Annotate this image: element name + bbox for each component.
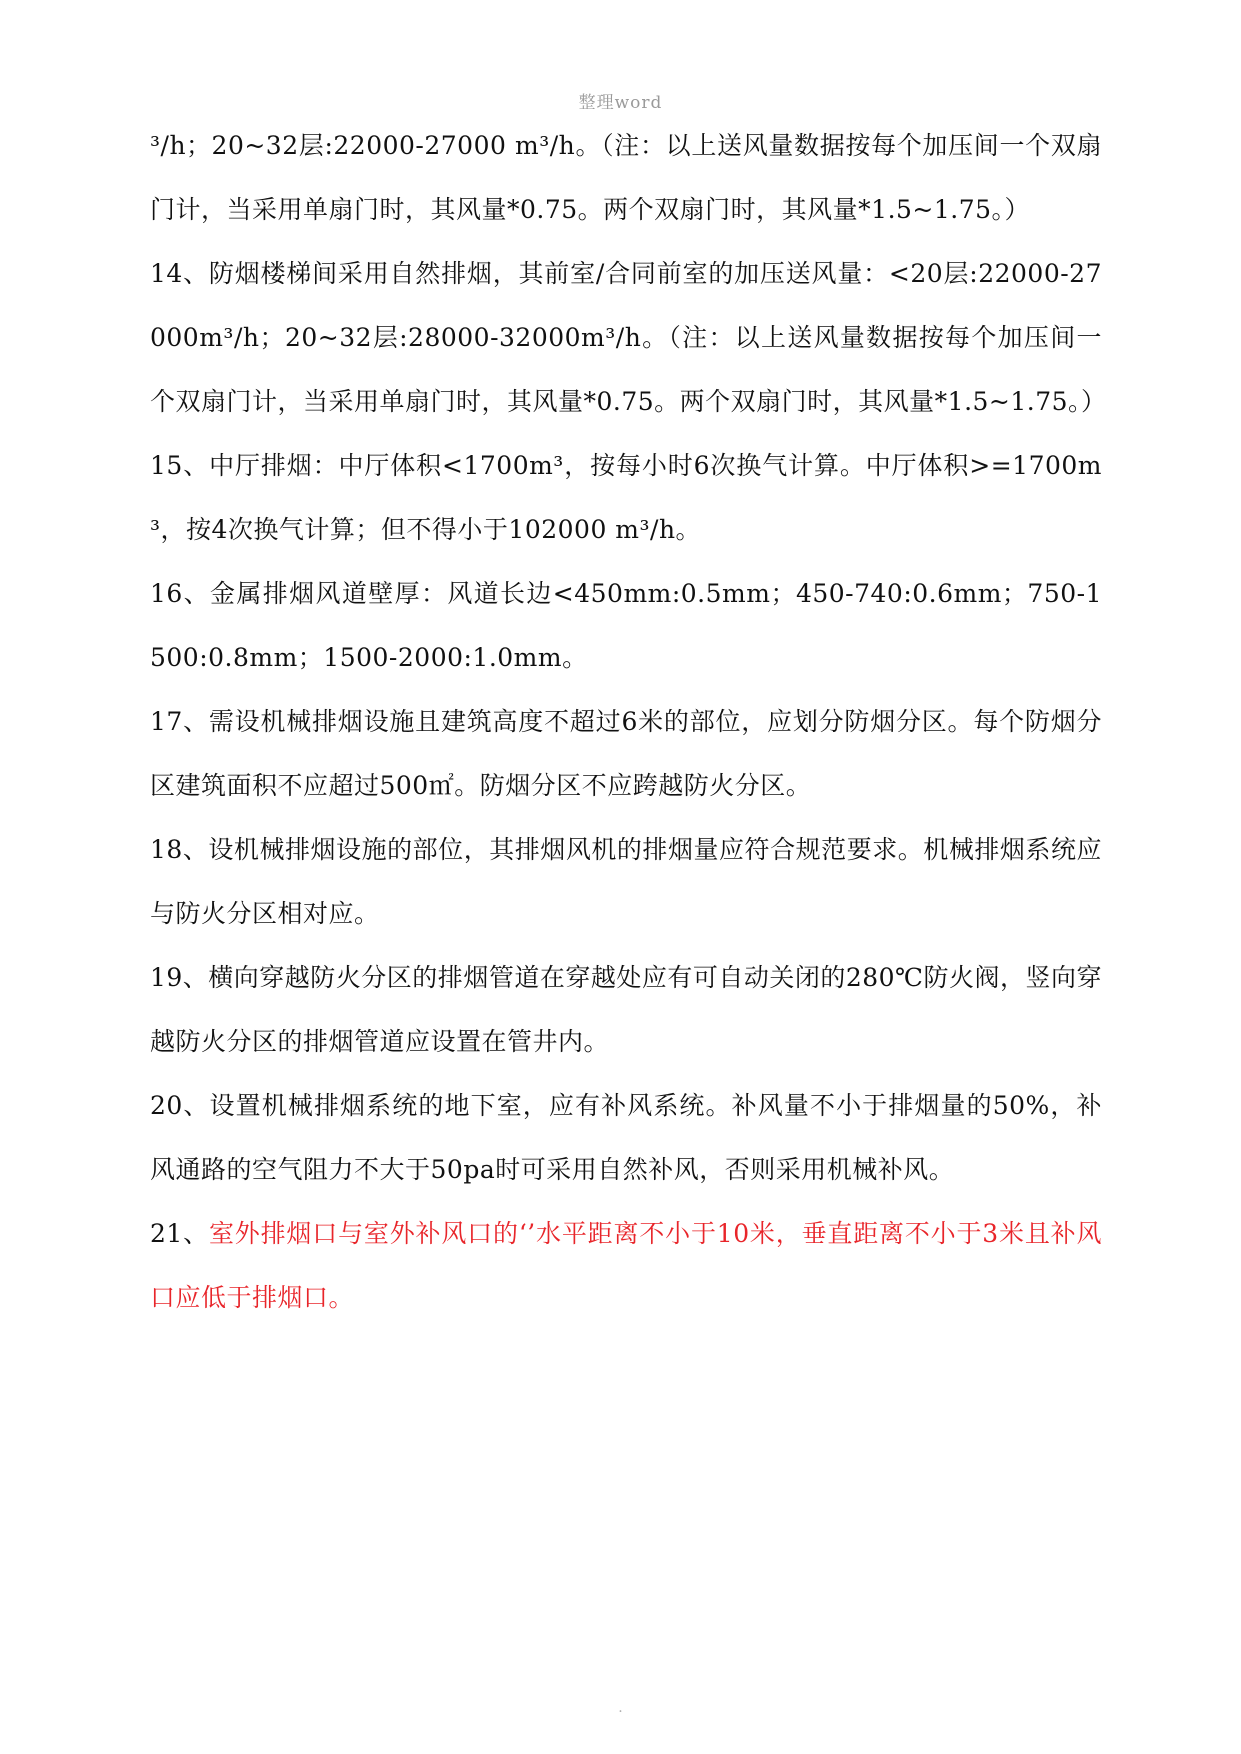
paragraph-21-highlighted: [150, 1202, 1102, 1330]
paragraph-14: 14、防烟楼梯间采用自然排烟，其前室/合同前室的加压送风量：<20层:22000-27000m³/h；20~32层:28000-32000m³/h。（注：以上送风量数据按每个加压间一个双扇门计，当采用单扇门时，其风量*0.75。两个双扇门时，其风量*1.5~1.75。）: [150, 259, 1107, 416]
paragraph-21-text: 室外排烟口与室外补风口的‘’水平距离不小于10米，垂直距离不小于3米且补风口应低于排烟口。: [150, 1219, 1103, 1312]
paragraph-20: 20、设置机械排烟系统的地下室，应有补风系统。补风量不小于排烟量的50%，补风通路的空气阻力不大于50pa时可采用自然补风，否则采用机械补风。: [150, 1091, 1102, 1184]
paragraph-21-number: 21、: [150, 1219, 209, 1248]
footer-mark: .: [618, 1700, 623, 1716]
paragraph-15: 15、中厅排烟：中厅体积<1700m³，按每小时6次换气计算。中厅体积>=1700m³，按4次换气计算；但不得小于102000 m³/h。: [150, 451, 1102, 544]
paragraph-continuation: ³/h；20~32层:22000-27000 m³/h。（注：以上送风量数据按每个加压间一个双扇门计，当采用单扇门时，其风量*0.75。两个双扇门时，其风量*1.5~1.75。）: [150, 131, 1102, 224]
paragraph-18: 18、设机械排烟设施的部位，其排烟风机的排烟量应符合规范要求。机械排烟系统应与防火分区相对应。: [150, 835, 1102, 928]
page-header: 整理word: [578, 93, 663, 113]
paragraph-19: 19、横向穿越防火分区的排烟管道在穿越处应有可自动关闭的280℃防火阀，竖向穿越防火分区的排烟管道应设置在管井内。: [150, 963, 1102, 1056]
document-body: [150, 114, 1107, 1330]
paragraph-16: 16、金属排烟风道壁厚：风道长边<450mm:0.5mm；450-740:0.6mm；750-1500:0.8mm；1500-2000:1.0mm。: [150, 579, 1102, 672]
paragraph-17: 17、需设机械排烟设施且建筑高度不超过6米的部位，应划分防烟分区。每个防烟分区建筑面积不应超过500㎡。防烟分区不应跨越防火分区。: [150, 707, 1102, 800]
